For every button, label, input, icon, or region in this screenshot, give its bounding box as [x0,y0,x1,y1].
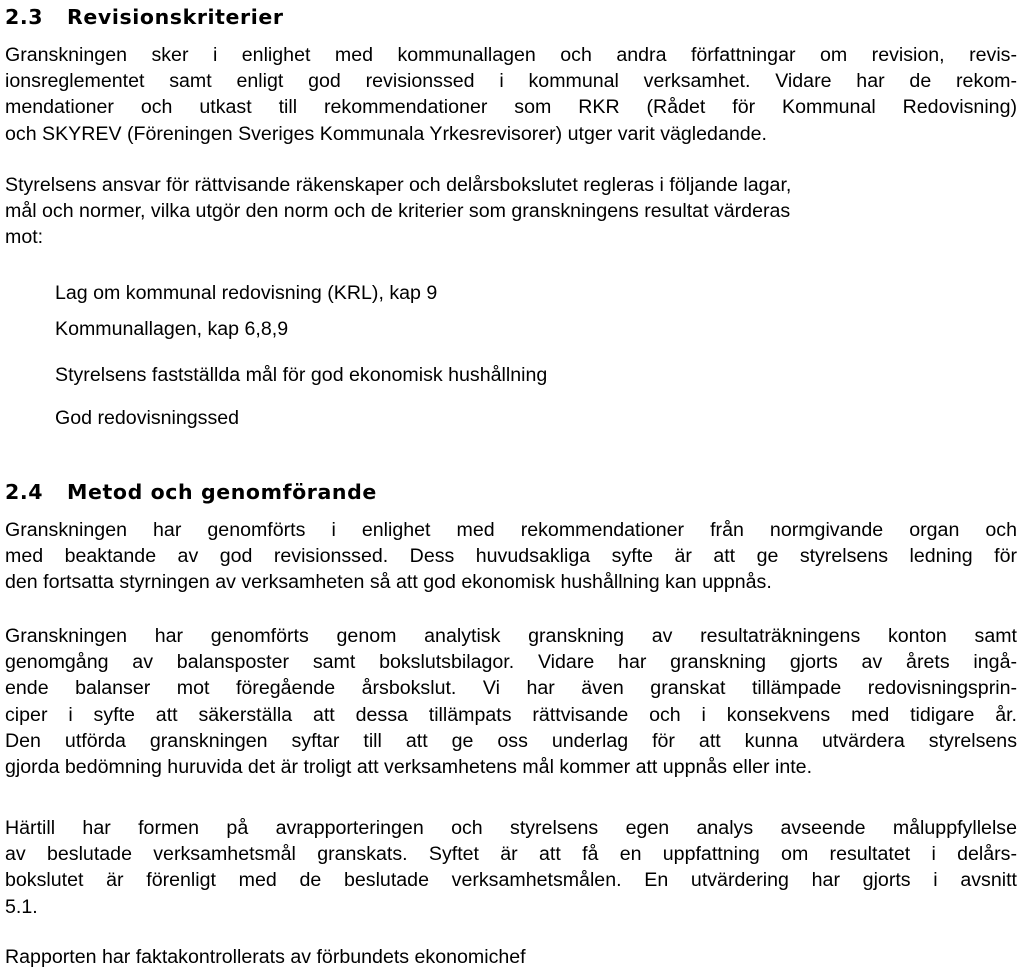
section-number: 2.4 [5,480,44,504]
section-number: 2.3 [5,5,44,29]
text-line: Den utförda granskningen syftar till att ge oss underlag för att kunna utvärdera styrelsens [5,729,1017,752]
paragraph-method-purpose [5,517,1017,596]
criteria-item: Kommunallagen, kap 6,8,9 [55,318,289,340]
paragraph-fact-check [5,944,1017,970]
text-line: av beslutade verksamhetsmål granskats. Syftet är att få en uppfattning om resultatet i delårs- [5,843,1017,866]
text-line: Rapporten har faktakontrollerats av förbundets ekonomichef [5,946,526,968]
text-line: 5.1. [5,895,38,918]
text-line: Granskningen sker i enlighet med kommunallagen och andra författningar om revision, revis- [5,44,1017,66]
section-title: Revisionskriterier [67,5,284,29]
text-line: ionsreglementet samt enligt god revisionssed i kommunal verksamhet. Vidare har de rekom- [5,70,1017,93]
text-line: med beaktande av god revisionssed. Dess huvudsakliga syfte är att ge styrelsens ledning för [5,545,1017,568]
text-line: Granskningen har genomförts genom analytisk granskning av resultaträkningens konton samt [5,625,1017,647]
text-line: och SKYREV (Föreningen Sveriges Kommunala Yrkesrevisorer) utger varit vägledande. [5,122,767,145]
text-line: ciper i syfte att säkerställa att dessa tillämpats rättvisande och i konsekvens med tidigare år. [5,703,1017,726]
paragraph-reporting-review [5,815,1017,920]
section-heading-2-4 [5,479,377,505]
text-line: mål och normer, vilka utgör den norm och de kriterier som granskningens resultat värderas [5,200,791,223]
text-line: bokslutet är förenligt med de beslutade verksamhetsmålen. En utvärdering har gjorts i avsnitt [5,869,1017,892]
text-line: genomgång av balansposter samt bokslutsbilagor. Vidare har granskning gjorts av årets ingå- [5,651,1017,674]
text-line: den fortsatta styrningen av verksamheten så att god ekonomisk hushållning kan uppnås. [5,571,772,594]
paragraph-method-execution [5,623,1017,780]
section-heading-2-3 [5,4,284,30]
section-title: Metod och genomförande [67,480,377,504]
text-line: Granskningen har genomförts i enlighet med rekommendationer från normgivande organ och [5,519,1017,541]
text-line: Styrelsens ansvar för rättvisande räkenskaper och delårsbokslutet regleras i följande lagar, [5,174,792,196]
text-line: gjorda bedömning huruvida det är troligt att verksamhetens mål kommer att uppnås eller inte. [5,755,813,778]
text-line: mot: [5,226,44,249]
text-line: mendationer och utkast till rekommendationer som RKR (Rådet för Kommunal Redovisning) [5,96,1017,119]
paragraph-revision-basis [5,42,1017,147]
criteria-item: Styrelsens fastställda mål för god ekonomisk hushållning [55,364,548,386]
criteria-item: God redovisningssed [55,407,240,429]
criteria-item: Lag om kommunal redovisning (KRL), kap 9 [55,282,438,304]
text-line: Härtill har formen på avrapporteringen och styrelsens egen analys avseende måluppfyllelse [5,817,1017,839]
text-line: ende balanser mot föregående årsbokslut. Vi har även granskat tillämpade redovisningsprin- [5,677,1017,700]
paragraph-board-responsibility [5,172,1017,251]
